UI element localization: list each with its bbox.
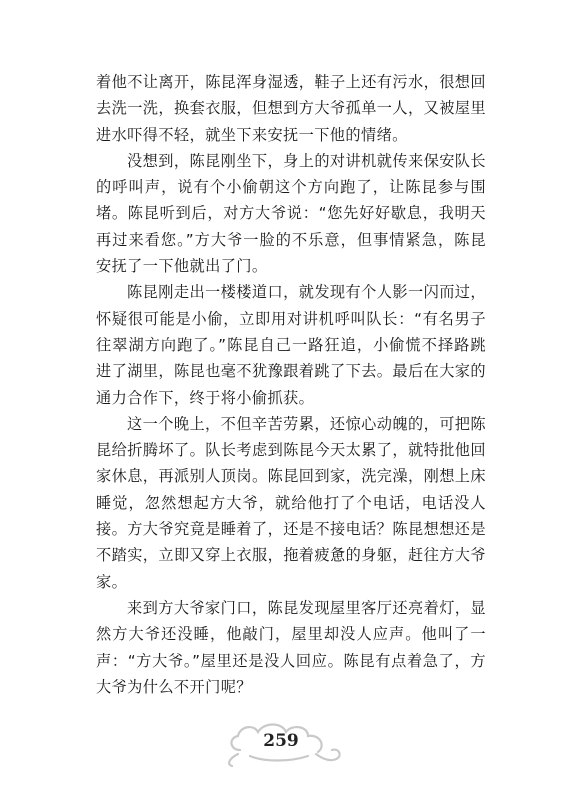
page-number: 259	[263, 731, 299, 751]
paragraph: 陈昆刚走出一楼楼道口，就发现有个人影一闪而过，怀疑很可能是小偷，立即用对讲机呼叫队长：“有名男子往翠湖方向跑了。”陈昆自己一路狂追，小偷慌不择路跳进了湖里，陈昆也毫不犹豫跟着跳了下去。最后在大家的通力合作下，终于将小偷抓获。	[96, 283, 486, 407]
body-text	[96, 69, 486, 700]
paragraph: 没想到，陈昆刚坐下，身上的对讲机就传来保安队长的呼叫声，说有个小偷朝这个方向跑了，让陈昆参与围堵。陈昆听到后，对方大爷说：“您先好好歇息，我明天再过来看您。”方大爷一脸的不乐意，但事情紧急，陈昆安抚了一下他就出了门。	[96, 151, 486, 276]
paragraph: 来到方大爷家门口，陈昆发现屋里客厅还亮着灯，显然方大爷还没睡，他敲门，屋里却没人应声。他叫了一声：“方大爷。”屋里还是没人回应。陈昆有点着急了，方大爷为什么不开门呢？	[96, 598, 486, 696]
paragraph: 这一个晚上，不但辛苦劳累，还惊心动魄的，可把陈昆给折腾坏了。队长考虑到陈昆今天太累了，就特批他回家休息，再派别人顶岗。陈昆回到家，洗完澡，刚想上床睡觉，忽然想起方大爷，就给他打了个电话，电话没人接。方大爷究竟是睡着了，还是不接电话？陈昆想想还是不踏实，立即又穿上衣服，拖着疲惫的身躯，赶往方大爷家。	[96, 414, 486, 591]
paragraph: 着他不让离开，陈昆浑身湿透，鞋子上还有污水，很想回去洗一洗，换套衣服，但想到方大爷孤单一人，又被屋里进水吓得不轻，就坐下来安抚一下他的情绪。	[96, 73, 486, 144]
